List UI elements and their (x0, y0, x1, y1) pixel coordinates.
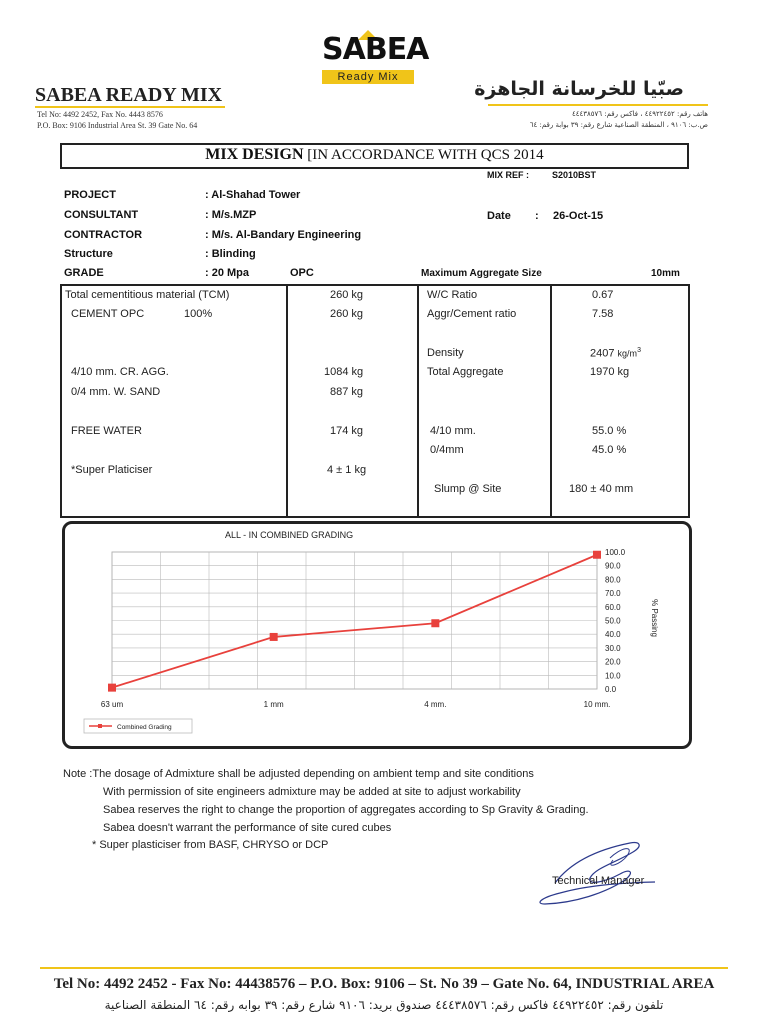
note-line-5: * Super plasticiser from BASF, CHRYSO or DCP (92, 839, 329, 851)
grading-chart (62, 521, 692, 749)
contractor-value: : M/s. Al-Bandary Engineering (205, 229, 362, 241)
company-logo (322, 30, 429, 86)
sand-value: 887 kg (330, 386, 364, 398)
density-unit-exp: 3 (637, 347, 641, 354)
signature-stroke (540, 843, 655, 904)
company-contact-ar: هاتف رقم: ٤٤٩٢٢٤٥٢ ، فاكس رقم: ٤٤٤٣٨٥٧٦ (571, 110, 708, 118)
x-tick-label: 1 mm (263, 700, 284, 709)
project-value: : Al-Shahad Tower (205, 189, 301, 201)
y-axis-label: % Passing (650, 599, 659, 637)
cement-value: 260 kg (330, 308, 364, 320)
wc-value: 0.67 (592, 289, 614, 301)
slump-value: 180 ± 40 mm (569, 483, 634, 495)
structure-label: Structure (64, 248, 113, 260)
company-address-en: P.O. Box: 9106 Industrial Area St. 39 Gate No. 64 (37, 121, 198, 130)
grade-label: GRADE (64, 267, 104, 279)
agg-value: 1084 kg (324, 366, 364, 378)
title-box (60, 143, 689, 169)
sand-label: 0/4 mm. W. SAND (71, 386, 161, 398)
date-colon: : (535, 210, 539, 222)
density-value (590, 347, 641, 360)
note-line-3: Sabea reserves the right to change the proportion of aggregates according to Sp Gravity & Grading. (103, 804, 589, 816)
aggcem-label: Aggr/Cement ratio (427, 308, 517, 320)
plast-label: *Super Platiciser (71, 464, 153, 476)
density-unit: kg/m (617, 348, 638, 359)
max-agg-label: Maximum Aggregate Size (421, 268, 542, 279)
p410-label: 4/10 mm. (430, 425, 476, 437)
table-divider (286, 286, 288, 516)
chart-legend (84, 719, 192, 733)
company-name-underline (35, 106, 225, 108)
agg-label: 4/10 mm. CR. AGG. (71, 366, 169, 378)
consultant-label: CONSULTANT (64, 209, 139, 221)
p410-value: 55.0 % (592, 425, 627, 437)
wc-label: W/C Ratio (427, 289, 478, 301)
company-contact-en: Tel No: 4492 2452, Fax No. 4443 8576 (37, 110, 163, 119)
y-tick-label: 20.0 (605, 657, 621, 667)
x-tick-label: 63 um (100, 700, 124, 709)
plast-value: 4 ± 1 kg (327, 464, 367, 476)
title-sub: [IN ACCORDANCE WITH QCS 2014 (307, 147, 544, 163)
structure-value: : Blinding (205, 248, 256, 260)
slump-label: Slump @ Site (434, 483, 502, 495)
y-tick-label: 10.0 (605, 671, 621, 681)
chart-y-ticks (605, 548, 626, 694)
chart-title: ALL - IN COMBINED GRADING (225, 530, 354, 540)
x-tick-label: 10 mm. (583, 700, 611, 709)
signature-title: Technical Manager (552, 875, 645, 887)
grade-type: OPC (290, 267, 314, 279)
legend-marker (98, 724, 102, 728)
tcm-value: 260 kg (330, 289, 364, 301)
data-point (270, 633, 278, 641)
date-value: 26-Oct-15 (553, 210, 604, 222)
company-address-ar: ص.ب: ٩١٠٦ ، المنطقة الصناعية شارع رقم: ٣٩ بوابة رقم: ٦٤ (529, 121, 708, 129)
footer-en: Tel No: 4492 2452 - Fax No: 44438576 – P.O. Box: 9106 – St. No 39 – Gate No. 64, INDUSTRIAL AREA (53, 976, 715, 992)
footer-rule (40, 967, 728, 969)
y-tick-label: 30.0 (605, 643, 621, 653)
legend-label: Combined Grading (117, 724, 172, 731)
y-tick-label: 70.0 (605, 589, 621, 599)
company-name-ar-underline (488, 104, 708, 106)
mix-table (60, 284, 690, 518)
grade-value: : 20 Mpa (205, 267, 250, 279)
data-point (431, 619, 439, 627)
table-divider (417, 286, 419, 516)
y-tick-label: 100.0 (605, 548, 626, 557)
tcm-label: Total cementitious material (TCM) (65, 289, 230, 301)
cement-pct: 100% (184, 308, 213, 320)
date-label: Date (487, 210, 511, 222)
density-number: 2407 (590, 347, 615, 360)
document-title (62, 146, 687, 164)
data-point (108, 684, 116, 692)
y-tick-label: 0.0 (605, 685, 617, 694)
logo-text: SABEA (322, 32, 429, 67)
signature-image (535, 838, 665, 910)
mix-ref-value: S2010BST (552, 170, 597, 180)
table-divider (550, 286, 552, 516)
y-tick-label: 80.0 (605, 575, 621, 585)
note-line-4: Sabea doesn't warrant the performance of site cured cubes (103, 822, 392, 834)
note-line-1: Note :The dosage of Admixture shall be adjusted depending on ambient temp and site conditions (63, 768, 534, 780)
project-label: PROJECT (64, 189, 116, 201)
contractor-label: CONTRACTOR (64, 229, 143, 241)
cement-label: CEMENT OPC (71, 308, 145, 320)
data-point (593, 551, 601, 559)
p04-label: 0/4mm (430, 444, 464, 456)
company-name-en: SABEA READY MIX (35, 84, 223, 106)
total-agg-label: Total Aggregate (427, 366, 504, 378)
company-name-ar: صبّيا للخرسانة الجاهزة (474, 78, 684, 100)
y-tick-label: 50.0 (605, 616, 621, 626)
p04-value: 45.0 % (592, 444, 627, 456)
density-label: Density (427, 347, 464, 359)
chart-x-ticks (101, 700, 610, 709)
aggcem-value: 7.58 (592, 308, 614, 320)
water-value: 174 kg (330, 425, 364, 437)
total-agg-value: 1970 kg (590, 366, 630, 378)
note-line-2: With permission of site engineers admixture may be added at site to adjust workability (103, 786, 521, 798)
y-tick-label: 40.0 (605, 630, 621, 640)
y-tick-label: 60.0 (605, 602, 621, 612)
chart-grid (112, 552, 597, 689)
water-label: FREE WATER (71, 425, 142, 437)
max-agg-value: 10mm (651, 268, 680, 279)
x-tick-label: 4 mm. (424, 700, 447, 709)
footer-ar: تلفون رقم: ٤٤٩٢٢٤٥٢ فاكس رقم: ٤٤٤٣٨٥٧٦ صندوق بريد: ٩١٠٦ شارع رقم: ٣٩ بوابه رقم: ٦٤ المنطقة الصناعية (104, 998, 664, 1012)
title-main: MIX DESIGN (205, 146, 304, 163)
logo-subtext: Ready Mix (322, 70, 414, 84)
y-tick-label: 90.0 (605, 561, 621, 571)
consultant-value: : M/s.MZP (205, 209, 257, 221)
mix-ref-label: MIX REF : (487, 170, 529, 180)
